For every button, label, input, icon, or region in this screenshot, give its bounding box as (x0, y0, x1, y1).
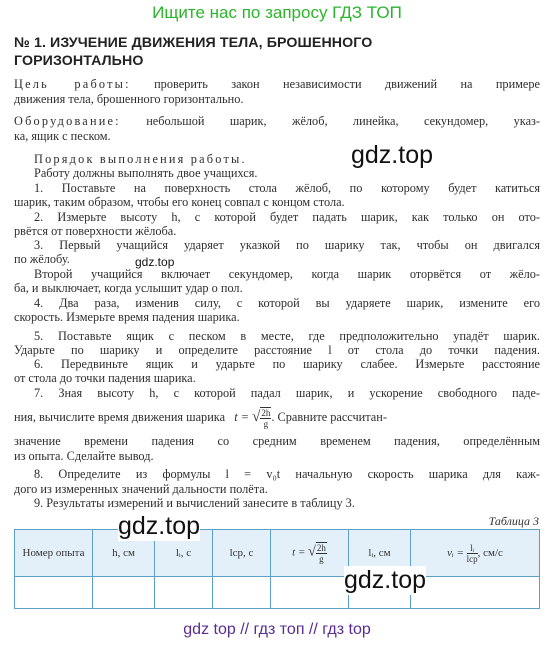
results-table (14, 529, 540, 609)
header-experiment-number: Номер опыта (15, 530, 93, 577)
procedure-line-4: рвётся от поверхности жёлоба. (14, 224, 177, 238)
header-v-label: vᵢ = (447, 546, 464, 559)
formula-den: g (263, 419, 269, 430)
header-t-den: g (319, 554, 324, 564)
watermark-gdz-top: gdz.top (351, 141, 434, 169)
equipment-text-1: небольшой шарик, жёлоб, линейка, секундомер, указ- (120, 114, 540, 128)
procedure-line-21: 9. Результаты измерений и вычислений занесите в таблицу 3. (34, 496, 355, 510)
watermark-gdz-top-small: gdz.top (135, 255, 175, 269)
table-cell[interactable] (213, 577, 271, 609)
goal-text-1: проверить закон независимости движений на примере (130, 77, 540, 91)
header-li-s: lᵢ, с (155, 530, 213, 577)
table-cell[interactable] (93, 577, 155, 609)
header-v-unit: , см/с (477, 546, 503, 559)
header-t-formula (271, 530, 349, 577)
top-banner[interactable]: Ищите нас по запросу ГДЗ ТОП (152, 3, 402, 22)
procedure-line-19: 8. Определите из формулы l = v₀t начальную скорость шарика для каж- (34, 467, 540, 481)
procedure-line-7: Второй учащийся включает секундомер, когда шарик оторвётся от жёло- (34, 267, 540, 281)
procedure-label: Порядок выполнения работы. (34, 152, 247, 166)
equipment-line-1 (14, 114, 540, 128)
after-formula: . Сравните рассчитан- (271, 410, 387, 424)
formula-fraction (260, 407, 271, 429)
header-v-den: lср (466, 553, 478, 564)
header-t-num: 2h (316, 543, 326, 553)
sqrt-sign: √ (252, 409, 261, 425)
procedure-line-6: по жёлобу. (14, 252, 70, 266)
procedure-line-3: 2. Измерьте высоту h, с которой будет падать шарик, как только он ото- (34, 210, 540, 224)
table-caption: Таблица 3 (488, 514, 539, 528)
title-line-1: № 1. ИЗУЧЕНИЕ ДВИЖЕНИЯ ТЕЛА, БРОШЕННОГО (14, 35, 373, 51)
header-v-formula (411, 530, 540, 577)
header-t-label: t = (292, 546, 306, 559)
header-v-num: lᵢ (467, 543, 478, 554)
formula-line (14, 406, 540, 429)
procedure-line-17: значение времени падения со средним временем падения, определённым (14, 434, 540, 448)
page-title (14, 34, 539, 70)
procedure-line-2: шарик, таким образом, чтобы его конец совпал с концом стола. (14, 195, 345, 209)
table-cell[interactable] (155, 577, 213, 609)
procedure-line-0: Работу должны выполнять двое учащихся. (34, 166, 258, 180)
procedure-line-1: 1. Поставьте на поверхность стола жёлоб, по которому будет катиться (34, 181, 540, 195)
procedure-line-11: 5. Поставьте ящик с песком в месте, где предположительно упадёт шарик. (34, 329, 540, 343)
goal-text-2: движения тела, брошенного горизонтально. (14, 92, 244, 106)
header-sqrt-sign: √ (308, 544, 316, 560)
goal-label: Цель работы: (14, 77, 131, 91)
procedure-line-10: скорость. Измерьте время падения шарика. (14, 310, 240, 324)
procedure-line-20: дого из измеренных значений дальности полёта. (14, 482, 268, 496)
procedure-line-13: 6. Передвиньте ящик и ударьте по шарику слабее. Измерьте расстояние (34, 357, 540, 371)
procedure-line-5: 3. Первый учащийся ударяет указкой по шарику так, чтобы он двигался (34, 238, 540, 252)
procedure-line-9: 4. Два раза, изменив силу, с которой вы ударяете шарик, измените его (34, 296, 540, 310)
procedure-line-12: Ударьте по шарику и определите расстояние l от стола до точки падения. (14, 343, 540, 357)
formula-t: t = (234, 410, 250, 424)
header-lavg: lср, с (213, 530, 271, 577)
table-cell[interactable] (15, 577, 93, 609)
procedure-line-16: ния, вычислите время движения шарика (14, 410, 226, 424)
table-cell[interactable] (271, 577, 349, 609)
table-cell[interactable] (411, 577, 540, 609)
procedure-line-18: из опыта. Сделайте вывод. (14, 449, 154, 463)
procedure-line-8: ба, и выключает, когда услышит удар о пол. (14, 281, 243, 295)
procedure-line-15: 7. Зная высоту h, с которой падал шарик, и ускорение свободного паде- (34, 386, 540, 400)
goal-line-1 (14, 77, 540, 91)
title-line-2: ГОРИЗОНТАЛЬНО (14, 53, 144, 69)
equipment-text-2: ка, ящик с песком. (14, 129, 111, 143)
watermark-gdz-top: gdz.top (118, 512, 201, 540)
header-v-fraction (467, 543, 478, 564)
watermark-gdz-top: gdz.top (344, 566, 427, 594)
formula-num: 2h (261, 408, 271, 419)
procedure-line-14: от стола до точки падения шарика. (14, 371, 196, 385)
header-h: h, см (93, 530, 155, 577)
table-header-row (15, 530, 540, 577)
header-t-fraction (316, 542, 327, 564)
table-row (15, 577, 540, 609)
header-li-cm: lᵢ, см (349, 530, 411, 577)
bottom-link-bar[interactable]: gdz top // гдз топ // гдз top (183, 621, 371, 638)
equipment-label: Оборудование: (14, 114, 121, 128)
